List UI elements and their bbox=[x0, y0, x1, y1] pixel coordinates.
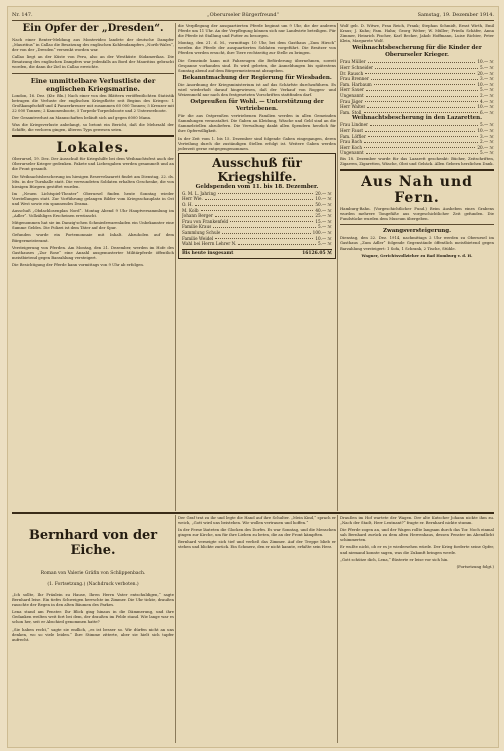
leader-dots bbox=[374, 82, 476, 86]
leader-dots bbox=[365, 99, 478, 103]
donation-amount: 15.— ℳ bbox=[315, 218, 332, 224]
novel-installment: (1. Fortsetzung.) (Nachdruck verboten.) bbox=[47, 581, 139, 587]
column-right bbox=[340, 23, 494, 260]
donor-name: Herr Koch bbox=[340, 144, 363, 150]
donation-amount: 10.— ℳ bbox=[477, 127, 494, 133]
total-value: 16126.05 ℳ bbox=[302, 250, 332, 256]
leader-dots bbox=[215, 236, 313, 240]
leader-dots bbox=[371, 76, 478, 80]
column-left bbox=[12, 23, 174, 269]
donor-name: Frau Lindner bbox=[340, 122, 369, 128]
newspaper-page bbox=[7, 6, 499, 748]
headline-bekanntmachung: Bekanntmachung der Regierung für Wiesbaden. bbox=[182, 74, 332, 81]
leader-dots bbox=[365, 71, 475, 75]
novel-text: „Gott schütze dich, Lena,“ flüsterte er leise vor sich hin. bbox=[340, 556, 449, 562]
donor-name: Frau Müller bbox=[340, 59, 366, 65]
donor-name: Herr Walter bbox=[340, 104, 366, 110]
article-text: Die Weihnachtsbescherung im hiesigen Reservelazarett findet am Dienstag, 22. ds. Mts. in der Turnhalle statt. Die verwundeten Soldaten erhalten Geschenke, die von hiesigen Bürgern gestiftet wurden. bbox=[12, 173, 174, 189]
donation-amount: 20.— ℳ bbox=[477, 70, 494, 76]
article-text: Was die Kriegsverluste anbelangt, so betont ein Bericht, daß die Mehrzahl der Schiffe, die verloren gingen, älteren Typs gewesen seien. bbox=[12, 122, 174, 133]
column-rule bbox=[337, 515, 338, 743]
article-text: Im „Neuen Lichtspiel-Theater“ Oberursel finden heute Sonntag wieder Vorstellungen statt. Zur Vorführung gelangen Bilder vom Kriegsschauplatz in Ost und West sowie ein spannendes Drama. bbox=[12, 190, 174, 206]
section-nah-fern: Aus Nah und Fern. bbox=[361, 174, 473, 207]
divider bbox=[12, 73, 174, 74]
article-text: Dienstag, den 22. Dez. 1914, nachmittags 2 Uhr werden zu Oberursel im Gasthaus „Zum Adler“ folgende Gegenstände öffentlich meistbietend gegen Barzahlung versteigert: 1 Sofa, 1 Schrank, 2 Tische, Stühle. bbox=[340, 235, 494, 251]
donation-amount: 10.— ℳ bbox=[477, 59, 494, 65]
donation-amount: 4.— ℳ bbox=[480, 98, 494, 104]
article-text: Nach einer Renter-Meldung aus Montevideo landete der deutsche Dampfer „Mauritius“ in Callao die Besatzung des englischen Kohlendampfers „North-Wales“, der von der „Dresden“ versenkt worden war. bbox=[12, 37, 174, 53]
leader-dots bbox=[238, 241, 316, 245]
donation-period: Geldspenden vom 11. bis 18. Dezember. bbox=[195, 183, 319, 190]
donation-amount: 5.— ℳ bbox=[480, 64, 494, 70]
leader-dots bbox=[366, 87, 478, 91]
leader-dots bbox=[215, 213, 314, 217]
article-text: Hamburg-Bahn. (Vorgeschichtlicher Fund.) Beim Ausheben eines Grabens wurden mehrere Tongefäße aus vorgeschichtlicher Zeit gefunden. Die Fundstücke wurden dem Museum übergeben. bbox=[340, 206, 494, 222]
headline-dresden: Ein Opfer der „Dresden“. bbox=[22, 23, 164, 34]
donation-amount: 3.— ℳ bbox=[480, 133, 494, 139]
donation-amount: 40.— ℳ bbox=[315, 207, 332, 213]
donor-name: Johann Berger bbox=[182, 213, 213, 219]
donation-amount: 20.— ℳ bbox=[315, 190, 332, 196]
donor-name: Fam. Stoll bbox=[340, 109, 362, 115]
list-item bbox=[182, 241, 332, 247]
article-text: Die Gemeinde kann mit Fahrzeugen die Beförderung übernehmen, soweit Gespanne vorhanden sind. Es wird gebeten, die Anmeldungen bis spätestens Sonntag abend auf dem Bürgermeisteramt abzugeben. bbox=[178, 57, 336, 73]
gift-list bbox=[340, 59, 494, 115]
article-text: Mitgenommen hat sie im Danzig'schen Schmiedewarenladen ein Unbekannter eine Summe Geldes. Die Polizei ist dem Täter auf der Spur. bbox=[12, 220, 174, 231]
leader-dots bbox=[366, 93, 478, 97]
donation-box bbox=[178, 153, 336, 259]
donation-amount: 10.— ℳ bbox=[315, 196, 332, 202]
donation-list bbox=[182, 191, 332, 247]
article-text: Wolf geb. D. Witwe, Frau Reich, Frank; Stephan Schmidt, Ernst Wirth, Emil Kraus; J. Kuhn; Fam. Hahn; Georg Weber; W. Müller; Frieda Schäfer, Anna Zimmer, Heinrich Fischer, Karl Becker, Jakob Hoffmann, Luise Richter, Peter Klein, Margarete Wolf. bbox=[340, 23, 494, 44]
paper-title: „Oberurseler Bürgerfreund“ bbox=[207, 12, 280, 18]
leader-dots bbox=[222, 230, 310, 234]
section-lokales: Lokales. bbox=[56, 140, 130, 157]
donation-amount: 50.— ℳ bbox=[315, 201, 332, 207]
headline-bescherung: Weihnachtsbescherung für die Kinder der Oberurseler Krieger. bbox=[352, 45, 482, 59]
column-rule bbox=[175, 515, 176, 743]
donation-amount: 25.— ℳ bbox=[315, 213, 332, 219]
donor-name: Herr Sauer bbox=[340, 87, 365, 93]
issue-date: Samstag, 19. Dezember 1914. bbox=[417, 12, 494, 18]
article-text: Versteigerung von Pferden. Am Montag, den 21. Dezember, werden im Hofe des Gasthauses „Zur Rose“ eine Anzahl ausgemusterter Militärpferde öffentlich meistbietend gegen Barzahlung versteigert. bbox=[12, 244, 174, 260]
donor-name: Familie Kraus bbox=[182, 224, 212, 230]
novel-text: In der Ferne läuteten die Glocken des Dorfes. Es war Sonntag, und die Menschen gingen zur Kirche, um für ihre Lieben zu beten, die an der Front kämpften. bbox=[178, 527, 336, 538]
leader-dots bbox=[195, 202, 314, 206]
article-text: Callao liegt an der Küste von Peru, also an der Westküste Südamerikas. Die Besatzung des englischen Dampfers war jedenfalls an Bord der Mauritius gebracht worden, die dann ihr Ziel in Callao erreichte. bbox=[12, 54, 174, 70]
novel-text: Lena stand am Fenster. Ihr Blick ging hinaus in die Dämmerung, und ihre Gedanken weilten weit fort bei dem, der draußen im Felde stand. Wie lange war es schon her, seit er Abschied genommen hatte? bbox=[12, 609, 174, 625]
donation-amount: 10.— ℳ bbox=[477, 81, 494, 87]
leader-dots bbox=[205, 196, 314, 200]
donation-amount: 5.— ℳ bbox=[318, 224, 332, 230]
donation-amount: 2.— ℳ bbox=[480, 139, 494, 145]
leader-dots bbox=[367, 104, 475, 108]
leader-dots bbox=[364, 139, 478, 143]
leader-dots bbox=[230, 219, 313, 223]
donor-name: M. Kolb bbox=[182, 207, 199, 213]
divider bbox=[340, 169, 494, 171]
leader-dots bbox=[368, 59, 476, 63]
novel-text: Der Graf trat zu ihr und legte die Hand auf ihre Schulter. „Mein Kind,“ sprach er weich, „Gott wird uns beistehen. Wir wollen vertrauen und hoffen.“ bbox=[178, 515, 336, 526]
headline-verlustliste: Eine unmittelbare Verlustliste der englischen Kriegsmarine. bbox=[30, 76, 156, 93]
donor-name: Fam. Löffler bbox=[340, 133, 366, 139]
donor-name: Frau Jäger bbox=[340, 98, 363, 104]
divider bbox=[340, 224, 494, 225]
leader-dots bbox=[366, 150, 478, 154]
gift-list-lazarett bbox=[340, 122, 494, 156]
issue-number: Nr. 147. bbox=[12, 12, 33, 18]
continuation-note: (Fortsetzung folgt.) bbox=[456, 563, 494, 569]
column-rule bbox=[175, 23, 176, 511]
donation-amount: 5.— ℳ bbox=[318, 241, 332, 247]
column-rule bbox=[337, 23, 338, 511]
donor-name: Sammlung Schule bbox=[182, 229, 221, 235]
article-text: Montag, den 21. d. M., vormittags 10 Uhr, bei dem Gasthaus „Zum Hirsch“ werden die Pferde der ausquartierten Soldaten vorgeführt. Die Besitzer von Pferden werden ersucht, ihre Tiere rechtzeitig zur Stelle zu bringen. bbox=[178, 40, 336, 56]
column-middle bbox=[178, 23, 336, 259]
leader-dots bbox=[364, 145, 475, 149]
headline-ostpreussen: Ostpreußen für Wohl. — Unterstützung der Vertriebenen. bbox=[190, 99, 324, 113]
article-text: Gefunden wurde ein Portemonnaie mit Inhalt. Abzuholen auf dem Bürgermeisteramt. bbox=[12, 232, 174, 243]
donor-name: Wahl bei Herrn Lehrer N. bbox=[182, 241, 237, 247]
headline-lazarett: Weihnachtsbescherung in den Lazaretten. bbox=[351, 115, 483, 122]
leader-dots bbox=[218, 191, 314, 195]
novel-text: Er wußte nicht, ob er es je wiedersehen würde. Der Krieg forderte seine Opfer, und niemand konnte sagen, was die Zukunft bringen werde. bbox=[340, 544, 494, 555]
donor-name: Familie Weidel bbox=[182, 235, 214, 241]
donation-amount: 100.— ℳ bbox=[312, 229, 332, 235]
leader-dots bbox=[370, 122, 478, 126]
leader-dots bbox=[368, 134, 478, 138]
donor-name: Ungenannt bbox=[340, 92, 364, 98]
article-text: Ausschuß „Obdachlosenplan Nord“. Montag Abend 9 Uhr Hauptversammlung im „Adler“. Vollzähliges Erscheinen erwünscht. bbox=[12, 208, 174, 219]
donor-name: Frau Bach bbox=[340, 139, 363, 145]
leader-dots bbox=[365, 128, 475, 132]
donation-amount: 5.— ℳ bbox=[480, 87, 494, 93]
leader-dots bbox=[213, 224, 316, 228]
novel-text: „Sie haben recht,“ sagte sie endlich, „es ist besser so. Wir dürfen nicht an uns denken, wo so viele leiden.“ Ihre Stimme zitterte, aber sie hielt sich tapfer aufrecht. bbox=[12, 626, 174, 642]
donation-amount: 20.— ℳ bbox=[477, 144, 494, 150]
masthead bbox=[12, 10, 494, 21]
donor-name: Frau Brenner bbox=[340, 76, 369, 82]
leader-dots bbox=[375, 65, 478, 69]
feuilleton-right bbox=[340, 515, 494, 571]
donor-name: Frau von Frankenfeld bbox=[182, 218, 229, 224]
novel-author: Roman von Valerie Gräfin von Schlippenbach. bbox=[40, 571, 146, 576]
donation-amount: 5.— ℳ bbox=[480, 150, 494, 156]
novel-text: Bernhard verneigte sich tief und verließ das Zimmer. Auf der Treppe blieb er stehen und blickte zurück. Ein Schmerz, den er nicht kannte, erfaßte sein Herz. bbox=[178, 539, 336, 550]
headline-versteigerung: Zwangsversteigerung. bbox=[382, 228, 452, 235]
article-text: London, 16. Dez. (Ktr. Bln.) Nach einer von den Blättern veröffentlichten Statistik betragen die Verluste der englischen Kriegsflotte seit Beginn des Krieges: 1 Großkampfschiff und 4 Panzerkreuzer mit zusammen 60 000 Tonnen; 5 Kreuzer mit 22 000 Tonnen; 2 Kanonenboote, 5 Torpedo-Torpedoboote und 2 Unterseeboote. bbox=[12, 92, 174, 113]
donor-name: Ungenannt bbox=[340, 150, 364, 156]
total-label: Bis heute insgesamt bbox=[182, 250, 234, 256]
novel-text: Draußen im Hof wartete der Wagen. Der alte Kutscher Johann nickte ihm zu. „Nach der Stadt, Herr Leutnant?“ fragte er. Bernhard nickte stumm. bbox=[340, 515, 494, 526]
donation-amount: 5.— ℳ bbox=[480, 122, 494, 128]
donation-amount: 6.— ℳ bbox=[480, 109, 494, 115]
feuilleton-rule bbox=[12, 512, 494, 514]
novel-text: Die Pferde zogen an, und der Wagen rollte langsam durch das Tor. Noch einmal sah Bernhard zurück zu dem alten Herrenhaus, dessen Fenster im Abendlicht schimmerten. bbox=[340, 527, 494, 543]
leader-dots bbox=[364, 110, 478, 114]
feuilleton-left bbox=[12, 515, 174, 644]
donation-amount: 10.— ℳ bbox=[315, 235, 332, 241]
article-text: Die Anordnung der Kriegsministerium ist auf das Schärfste durchzuführen. Es wird wiederholt darauf hingewiesen, daß der Verkauf von Roggen- und Weizenmehl nur nach den festgesetzten Vorschriften stattfinden darf. bbox=[178, 81, 336, 98]
donor-name: Herr Wie. bbox=[182, 196, 203, 202]
novel-text: „Ich sollte, Ihr Fräulein zu Hause, Ihren Herrn Vater entschuldigen,“ sagte Bernhard leise. Ein tiefes Schweigen herrschte im Zimmer. Die Uhr tickte, draußen rauschte der Regen in den alten Bäumen des Parkes. bbox=[12, 592, 174, 608]
headline-kriegshilfe: Ausschuß für Kriegshilfe. bbox=[212, 155, 302, 184]
feuilleton-middle bbox=[178, 515, 336, 552]
donation-total bbox=[182, 249, 332, 256]
donation-amount: 2.— ℳ bbox=[480, 92, 494, 98]
donor-name: Fam. Harbaum bbox=[340, 81, 372, 87]
article-text: In der Zeit vom 1. bis 15. Dezember sind folgende Gaben eingegangen, deren Verteilung durch die zuständigen Stellen erfolgt ist. Weitere Gaben werden jederzeit gerne entgegengenommen. bbox=[178, 135, 336, 151]
article-text: die Verpflegung der ausquartierten Pferde beginnt um 9 Uhr, die der anderen Pferde um 11 Uhr. An der Verpflegung können sich nur Landwirte beteiligen. Für die Pferde ist Stallung und Futter zu besorgen. bbox=[178, 23, 336, 39]
novel-title: Bernhard von der Eiche. bbox=[28, 528, 158, 558]
donor-name: G. M. L. Jahring bbox=[182, 190, 216, 196]
article-text: Bis 18. Dezember wurde für das Lazarett geschenkt: Bücher, Zeitschriften, Zigarren, Zigaretten, Wäsche, Obst und Gebäck. Allen Gebern herzlichen Dank. bbox=[340, 155, 494, 166]
donor-name: Dr. Rausch bbox=[340, 70, 364, 76]
article-text: Der Gesamtverlust an Mannschaften beläuft sich auf gegen 6000 Mann. bbox=[12, 114, 152, 120]
donor-name: Herr Faust bbox=[340, 127, 364, 133]
donor-name: Herr Schneider bbox=[340, 64, 374, 70]
article-text: Für die aus Ostpreußen vertriebenen Familien werden in allen Gemeinden Sammlungen veranstaltet. Die Gaben an Kleidung, Wäsche und Geld sind an die Sammelstellen abzuliefern. Die Verwaltung dankt allen Spendern herzlich für ihre Opferwilligkeit. bbox=[178, 113, 336, 134]
article-text: Oberursel, 19. Dez. Der Ausschuß für Kriegshilfe bei dem Weihnachtsfest auch der Oberurseler Krieger gedenken. Pakete und Liebesgaben werden gesammelt und an die Front gesandt. bbox=[12, 156, 174, 172]
signature: Wagner, Gerichtsvollzieher zu Bad Homburg v. d. H. bbox=[361, 252, 473, 258]
leader-dots bbox=[201, 208, 314, 212]
donation-amount: 10.— ℳ bbox=[477, 104, 494, 110]
donor-name: O. H. bbox=[182, 201, 193, 207]
donation-amount: 3.— ℳ bbox=[480, 76, 494, 82]
article-text: Die Besichtigung der Pferde kann vormittags von 9 Uhr ab erfolgen. bbox=[12, 261, 144, 267]
divider bbox=[12, 135, 174, 137]
